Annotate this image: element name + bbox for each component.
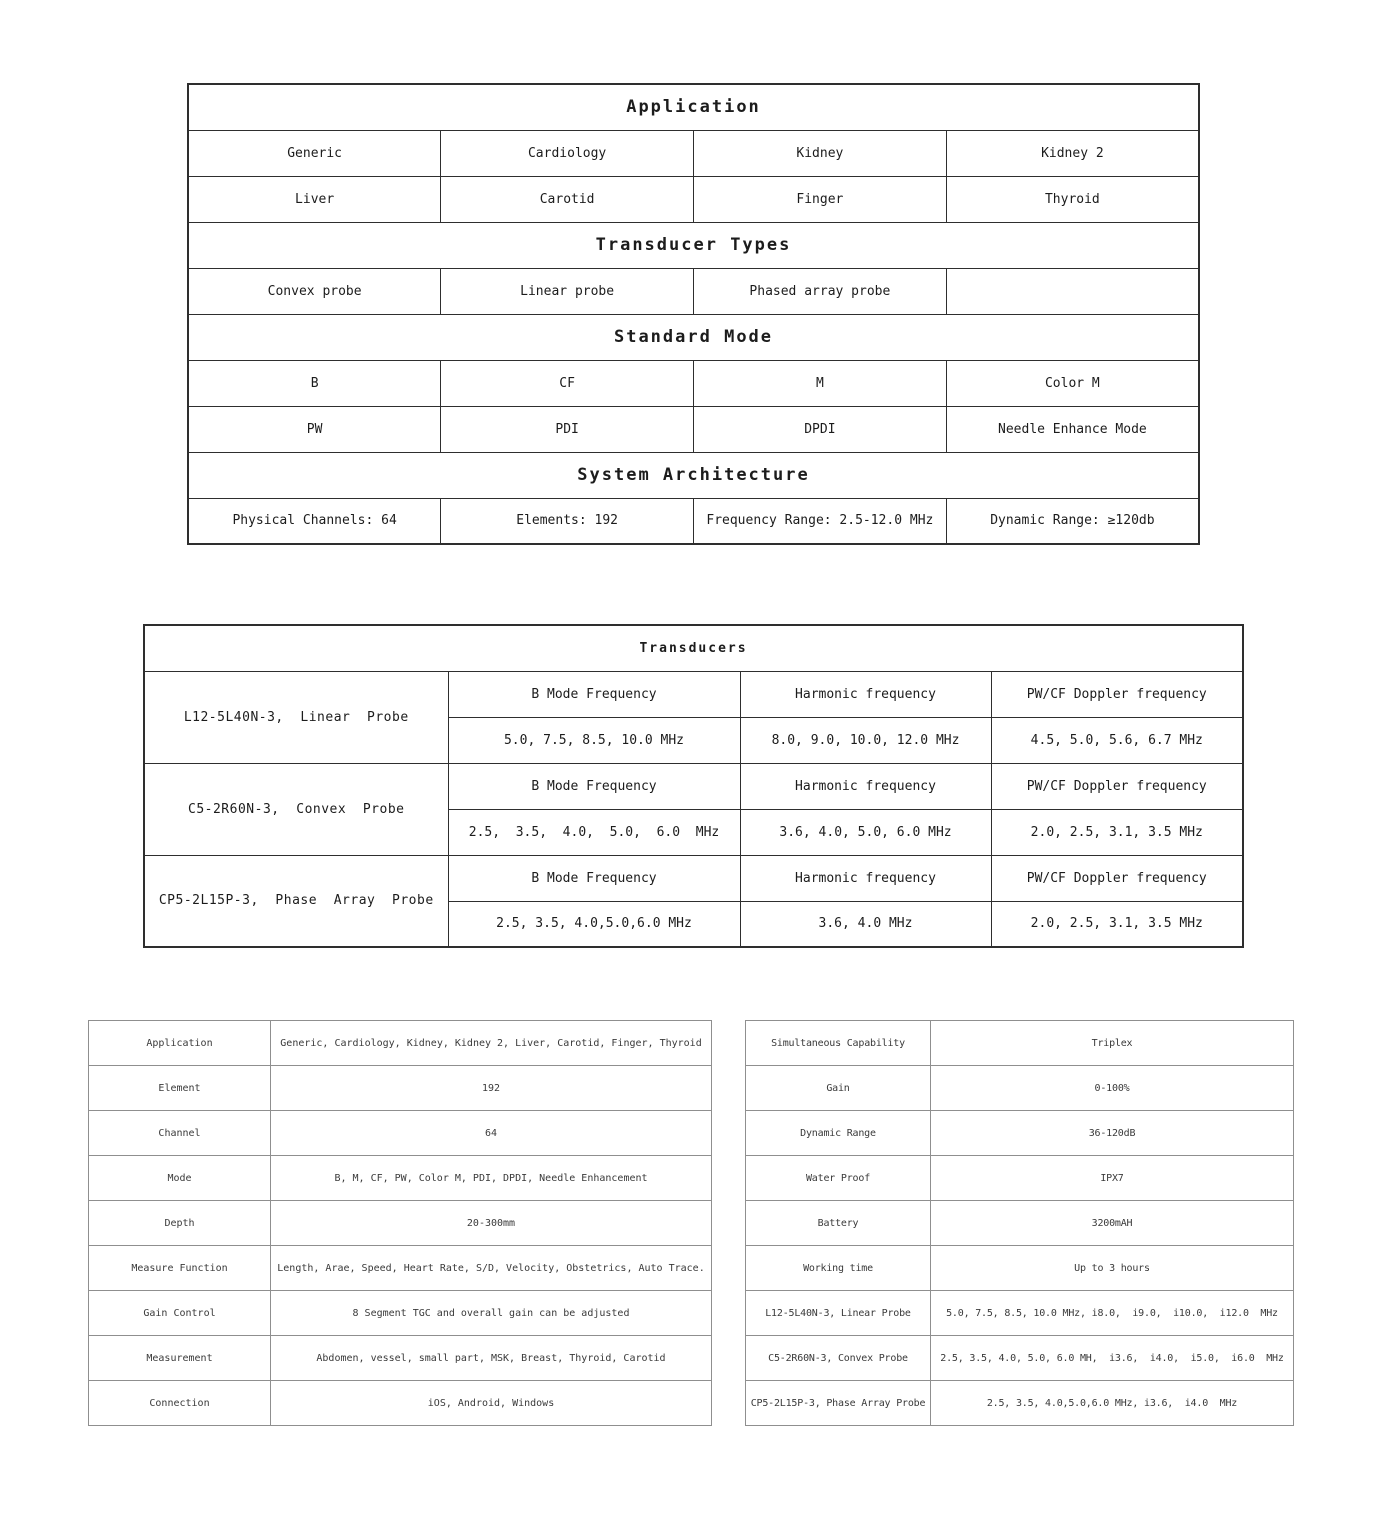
freq-value-harmonic: 8.0, 9.0, 10.0, 12.0 MHz xyxy=(740,717,991,763)
row-value: IPX7 xyxy=(931,1156,1294,1201)
freq-value-bmode: 2.5, 3.5, 4.0,5.0,6.0 MHz xyxy=(448,901,740,947)
table-row xyxy=(188,498,1199,544)
table-row xyxy=(89,1201,712,1246)
freq-value-doppler: 2.0, 2.5, 3.1, 3.5 MHz xyxy=(991,901,1243,947)
application-cell: Liver xyxy=(188,176,441,222)
mode-cell: PDI xyxy=(441,406,694,452)
transducers-title: Transducers xyxy=(144,625,1243,671)
mode-cell: B xyxy=(188,360,441,406)
architecture-cell: Frequency Range: 2.5-12.0 MHz xyxy=(694,498,947,544)
architecture-cell: Dynamic Range: ≥120db xyxy=(946,498,1199,544)
probe-name-phased-array: CP5-2L15P-3, Phase Array Probe xyxy=(144,855,448,947)
freq-header-bmode: B Mode Frequency xyxy=(448,855,740,901)
section-header-row xyxy=(188,314,1199,360)
mode-cell: DPDI xyxy=(694,406,947,452)
row-label: Connection xyxy=(89,1381,271,1426)
row-value: 3200mAH xyxy=(931,1201,1294,1246)
row-label: Measurement xyxy=(89,1336,271,1381)
row-label: Gain Control xyxy=(89,1291,271,1336)
freq-value-doppler: 4.5, 5.0, 5.6, 6.7 MHz xyxy=(991,717,1243,763)
performance-specs-table xyxy=(745,1020,1294,1426)
table-row xyxy=(89,1066,712,1111)
mode-cell: CF xyxy=(441,360,694,406)
section-header-standard-mode: Standard Mode xyxy=(188,314,1199,360)
table-row xyxy=(89,1381,712,1426)
row-label: Application xyxy=(89,1021,271,1066)
row-value: 5.0, 7.5, 8.5, 10.0 MHz, i8.0, i9.0, i10.0, i12.0 MHz xyxy=(931,1291,1294,1336)
application-cell: Finger xyxy=(694,176,947,222)
table-row xyxy=(89,1246,712,1291)
application-cell: Cardiology xyxy=(441,130,694,176)
table-row xyxy=(89,1021,712,1066)
table-row xyxy=(746,1021,1294,1066)
application-cell: Thyroid xyxy=(946,176,1199,222)
row-value: 20-300mm xyxy=(271,1201,712,1246)
transducer-type-cell: Phased array probe xyxy=(694,268,947,314)
row-value: 36-120dB xyxy=(931,1111,1294,1156)
row-label: Element xyxy=(89,1066,271,1111)
row-value: 2.5, 3.5, 4.0,5.0,6.0 MHz, i3.6, i4.0 MHz xyxy=(931,1381,1294,1426)
transducer-type-cell: Convex probe xyxy=(188,268,441,314)
freq-value-bmode: 2.5, 3.5, 4.0, 5.0, 6.0 MHz xyxy=(448,809,740,855)
table-row xyxy=(188,360,1199,406)
row-value: 0-100% xyxy=(931,1066,1294,1111)
freq-value-bmode: 5.0, 7.5, 8.5, 10.0 MHz xyxy=(448,717,740,763)
table-row xyxy=(746,1246,1294,1291)
application-cell: Kidney 2 xyxy=(946,130,1199,176)
table-row xyxy=(746,1066,1294,1111)
transducers-table xyxy=(143,624,1244,948)
freq-header-harmonic: Harmonic frequency xyxy=(740,671,991,717)
row-value: Triplex xyxy=(931,1021,1294,1066)
table-row xyxy=(89,1336,712,1381)
row-value: Length, Arae, Speed, Heart Rate, S/D, Velocity, Obstetrics, Auto Trace. xyxy=(271,1246,712,1291)
table-row xyxy=(89,1156,712,1201)
freq-value-doppler: 2.0, 2.5, 3.1, 3.5 MHz xyxy=(991,809,1243,855)
table-row xyxy=(188,406,1199,452)
freq-value-harmonic: 3.6, 4.0 MHz xyxy=(740,901,991,947)
table-row xyxy=(746,1111,1294,1156)
row-label: Channel xyxy=(89,1111,271,1156)
row-value: 8 Segment TGC and overall gain can be adjusted xyxy=(271,1291,712,1336)
mode-cell: Needle Enhance Mode xyxy=(946,406,1199,452)
table-row xyxy=(144,671,1243,717)
row-label: Depth xyxy=(89,1201,271,1246)
row-value: Abdomen, vessel, small part, MSK, Breast, Thyroid, Carotid xyxy=(271,1336,712,1381)
application-cell: Kidney xyxy=(694,130,947,176)
table-row xyxy=(746,1381,1294,1426)
transducer-type-cell: Linear probe xyxy=(441,268,694,314)
table-row xyxy=(746,1156,1294,1201)
table-row xyxy=(89,1291,712,1336)
row-label: Dynamic Range xyxy=(746,1111,931,1156)
row-label: C5-2R60N-3, Convex Probe xyxy=(746,1336,931,1381)
table-row xyxy=(144,763,1243,809)
row-label: Gain xyxy=(746,1066,931,1111)
freq-header-doppler: PW/CF Doppler frequency xyxy=(991,855,1243,901)
architecture-cell: Physical Channels: 64 xyxy=(188,498,441,544)
row-label: CP5-2L15P-3, Phase Array Probe xyxy=(746,1381,931,1426)
section-header-row xyxy=(188,84,1199,130)
freq-header-harmonic: Harmonic frequency xyxy=(740,763,991,809)
table-row xyxy=(188,268,1199,314)
table-row xyxy=(746,1291,1294,1336)
row-value: 64 xyxy=(271,1111,712,1156)
row-label: Measure Function xyxy=(89,1246,271,1291)
section-header-application: Application xyxy=(188,84,1199,130)
row-value: B, M, CF, PW, Color M, PDI, DPDI, Needle Enhancement xyxy=(271,1156,712,1201)
mode-cell: PW xyxy=(188,406,441,452)
application-cell: Generic xyxy=(188,130,441,176)
row-value: 2.5, 3.5, 4.0, 5.0, 6.0 MH, i3.6, i4.0, i5.0, i6.0 MHz xyxy=(931,1336,1294,1381)
row-value: Generic, Cardiology, Kidney, Kidney 2, Liver, Carotid, Finger, Thyroid xyxy=(271,1021,712,1066)
freq-header-bmode: B Mode Frequency xyxy=(448,763,740,809)
table-row xyxy=(746,1201,1294,1246)
freq-header-doppler: PW/CF Doppler frequency xyxy=(991,763,1243,809)
transducer-type-cell-empty xyxy=(946,268,1199,314)
section-header-row xyxy=(144,625,1243,671)
architecture-cell: Elements: 192 xyxy=(441,498,694,544)
row-label: Water Proof xyxy=(746,1156,931,1201)
mode-cell: Color M xyxy=(946,360,1199,406)
table-row xyxy=(746,1336,1294,1381)
table-row xyxy=(188,176,1199,222)
row-label: L12-5L40N-3, Linear Probe xyxy=(746,1291,931,1336)
table-row xyxy=(144,855,1243,901)
freq-value-harmonic: 3.6, 4.0, 5.0, 6.0 MHz xyxy=(740,809,991,855)
freq-header-harmonic: Harmonic frequency xyxy=(740,855,991,901)
probe-name-linear: L12-5L40N-3, Linear Probe xyxy=(144,671,448,763)
spec-table xyxy=(187,83,1200,545)
row-label: Simultaneous Capability xyxy=(746,1021,931,1066)
table-row xyxy=(188,130,1199,176)
freq-header-bmode: B Mode Frequency xyxy=(448,671,740,717)
row-value: 192 xyxy=(271,1066,712,1111)
section-header-row xyxy=(188,452,1199,498)
mode-cell: M xyxy=(694,360,947,406)
table-row xyxy=(89,1111,712,1156)
row-label: Mode xyxy=(89,1156,271,1201)
section-header-transducer-types: Transducer Types xyxy=(188,222,1199,268)
section-header-row xyxy=(188,222,1199,268)
row-value: Up to 3 hours xyxy=(931,1246,1294,1291)
general-specs-table xyxy=(88,1020,712,1426)
row-value: iOS, Android, Windows xyxy=(271,1381,712,1426)
application-cell: Carotid xyxy=(441,176,694,222)
section-header-system-architecture: System Architecture xyxy=(188,452,1199,498)
row-label: Working time xyxy=(746,1246,931,1291)
row-label: Battery xyxy=(746,1201,931,1246)
freq-header-doppler: PW/CF Doppler frequency xyxy=(991,671,1243,717)
probe-name-convex: C5-2R60N-3, Convex Probe xyxy=(144,763,448,855)
